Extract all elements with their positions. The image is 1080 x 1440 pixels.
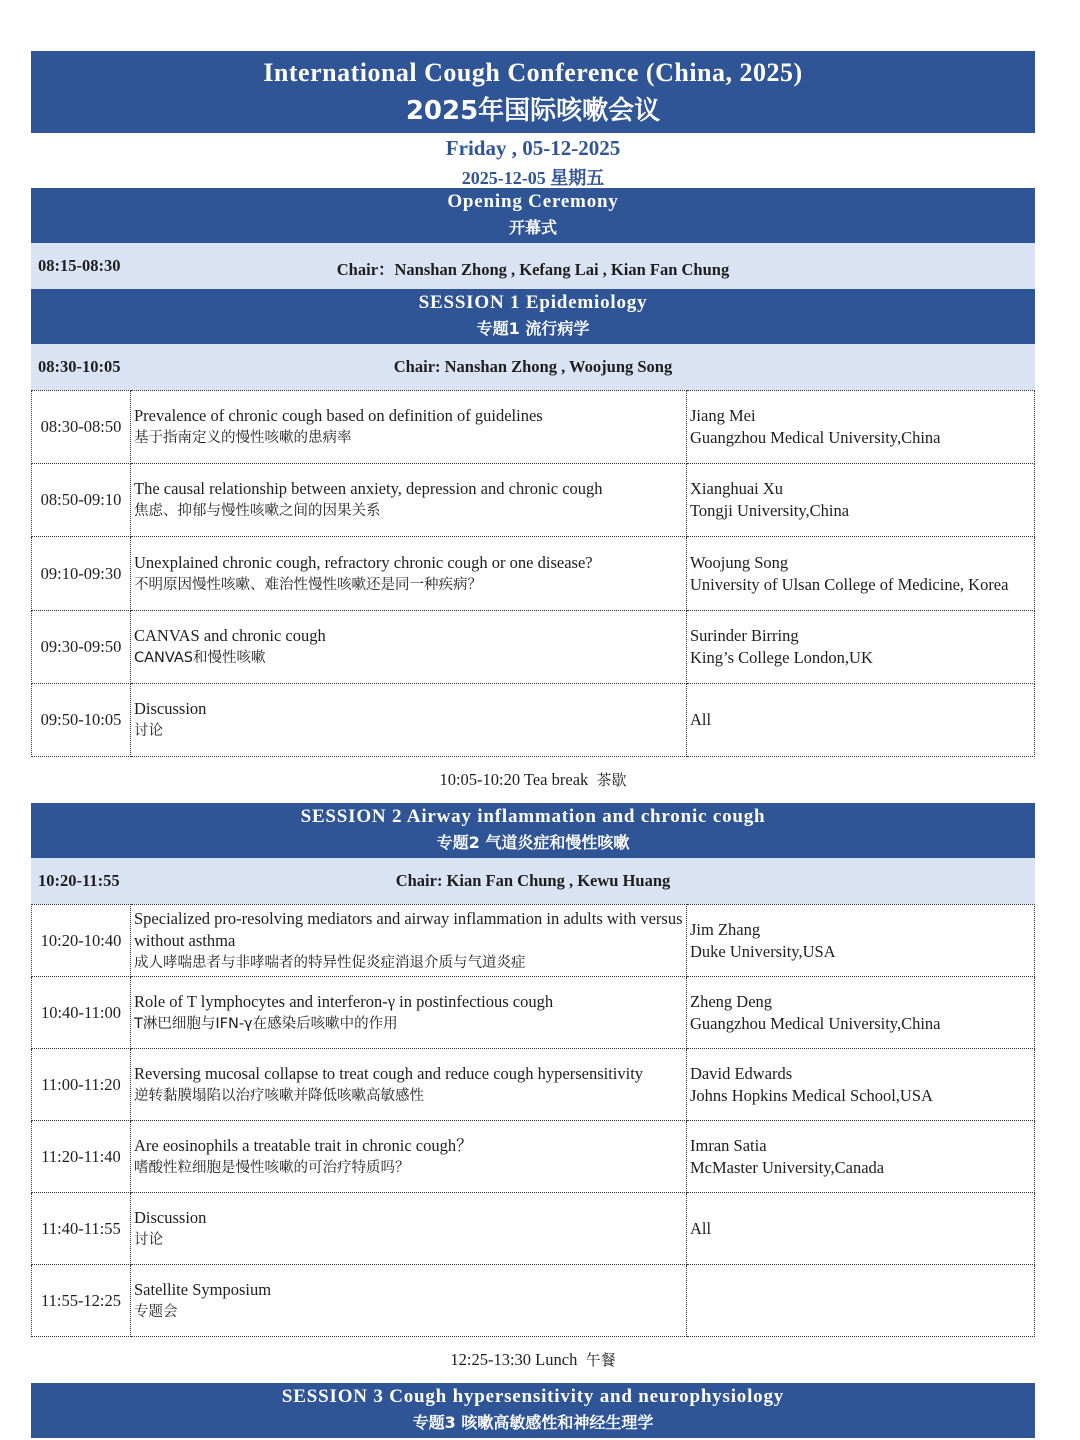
topic-en: Reversing mucosal collapse to treat cough and reduce cough hypersensitivity (134, 1063, 644, 1083)
session2-title-cn: 专题2 气道炎症和慢性咳嗽 (436, 833, 630, 852)
talk-topic (131, 1121, 687, 1193)
talk-time: 08:50-09:10 (32, 464, 131, 537)
topic-en: Role of T lymphocytes and interferon-γ in postinfectious cough (134, 991, 554, 1011)
talk-speaker (687, 1265, 1035, 1337)
session2-time: 10:20-11:55 (38, 871, 120, 890)
talk-topic (131, 1193, 687, 1265)
table-row (32, 1121, 1035, 1193)
topic-cn: 基于指南定义的慢性咳嗽的患病率 (134, 430, 352, 446)
talk-time: 11:55-12:25 (32, 1265, 131, 1337)
talk-speaker (687, 537, 1035, 611)
session1-table (31, 390, 1035, 757)
topic-cn: 成人哮喘患者与非哮喘者的特异性促炎症消退介质与气道炎症 (134, 954, 526, 971)
table-row (32, 464, 1035, 537)
date-en: Friday , 05-12-2025 (445, 136, 621, 160)
talk-topic (131, 1265, 687, 1337)
talk-speaker (687, 1121, 1035, 1193)
table-row (32, 537, 1035, 611)
table-row (32, 1265, 1035, 1337)
topic-cn: 讨论 (134, 1231, 163, 1248)
topic-cn: 焦虑、抑郁与慢性咳嗽之间的因果关系 (134, 503, 381, 519)
topic-cn: 嗜酸性粒细胞是慢性咳嗽的可治疗特质吗？ (134, 1159, 410, 1176)
topic-en: Discussion (134, 699, 207, 718)
tea-break-text: 10:05-10:20 Tea break (439, 770, 589, 789)
speaker-affiliation: Tongji University,China (690, 501, 850, 520)
topic-en: Unexplained chronic cough, refractory chronic cough or one disease? (134, 552, 593, 572)
speaker-affiliation: McMaster University,Canada (690, 1157, 885, 1177)
session1-banner (31, 289, 1035, 344)
lunch-break-cn: 午餐 (585, 1351, 616, 1369)
topic-cn: 专题会 (134, 1303, 178, 1320)
table-row (32, 977, 1035, 1049)
topic-en: CANVAS and chronic cough (134, 626, 326, 645)
session1-title-cn: 专题1 流行病学 (476, 319, 590, 338)
lunch-break-text: 12:25-13:30 Lunch (450, 1350, 578, 1369)
topic-en: Are eosinophils a treatable trait in chronic cough？ (134, 1135, 473, 1155)
tea-break (31, 757, 1035, 803)
talk-topic (131, 391, 687, 464)
opening-ceremony-banner (31, 188, 1035, 243)
speaker-affiliation: Guangzhou Medical University,China (690, 1013, 941, 1033)
conference-title-cn: 2025年国际咳嗽会议 (405, 96, 661, 126)
talk-speaker (687, 905, 1035, 977)
talk-time: 11:20-11:40 (32, 1121, 131, 1193)
table-row (32, 1193, 1035, 1265)
speaker-name: Xianghuai Xu (690, 479, 784, 498)
table-row (32, 684, 1035, 757)
talk-time: 08:30-08:50 (32, 391, 131, 464)
talk-speaker (687, 464, 1035, 537)
session1-chair: Chair: Nanshan Zhong , Woojung Song (393, 357, 673, 376)
speaker-name: Jiang Mei (690, 406, 756, 425)
speaker-name: Surinder Birring (690, 626, 799, 645)
speaker-name: David Edwards (690, 1063, 793, 1083)
lunch-break (31, 1337, 1035, 1383)
session1-title-en: SESSION 1 Epidemiology (418, 292, 648, 313)
topic-cn: 不明原因慢性咳嗽、难治性慢性咳嗽还是同一种疾病？ (134, 576, 482, 593)
talk-topic (131, 1049, 687, 1121)
topic-cn: 逆转黏膜塌陷以治疗咳嗽并降低咳嗽高敏感性 (134, 1087, 424, 1104)
conference-title-en: International Cough Conference (China, 2025) (263, 58, 803, 87)
speaker-affiliation: Johns Hopkins Medical School,USA (690, 1085, 933, 1105)
conference-title-banner (31, 51, 1035, 133)
talk-speaker (687, 1049, 1035, 1121)
table-row (32, 905, 1035, 977)
talk-topic (131, 537, 687, 611)
talk-speaker (687, 611, 1035, 684)
opening-chair: Chair：Nanshan Zhong , Kefang Lai , Kian Fan Chung (336, 260, 730, 279)
table-row (32, 1049, 1035, 1121)
session2-chair-row (31, 858, 1035, 904)
date-cn: 2025-12-05 星期五 (461, 168, 605, 188)
topic-en: Satellite Symposium (134, 1279, 272, 1299)
topic-en: Discussion (134, 1207, 207, 1227)
topic-en: Specialized pro-resolving mediators and airway inflammation in adults with versus without asthma (134, 908, 683, 950)
date-heading (31, 133, 1035, 188)
topic-cn: 讨论 (134, 723, 163, 739)
session3-banner (31, 1383, 1035, 1438)
talk-speaker (687, 391, 1035, 464)
opening-title-en: Opening Ceremony (447, 191, 619, 212)
talk-topic (131, 905, 687, 977)
speaker-name: All (690, 1218, 712, 1238)
speaker-name: Imran Satia (690, 1135, 767, 1155)
speaker-affiliation: University of Ulsan College of Medicine, Korea (690, 574, 1009, 594)
session3-title-en: SESSION 3 Cough hypersensitivity and neurophysiology (281, 1386, 785, 1407)
session2-table (31, 904, 1035, 1337)
talk-time: 09:10-09:30 (32, 537, 131, 611)
talk-topic (131, 611, 687, 684)
speaker-name: All (690, 710, 712, 729)
session2-chair: Chair: Kian Fan Chung , Kewu Huang (395, 871, 671, 890)
talk-time: 09:30-09:50 (32, 611, 131, 684)
opening-title-cn: 开幕式 (508, 218, 557, 237)
talk-topic (131, 464, 687, 537)
speaker-name: Jim Zhang (690, 919, 761, 939)
speaker-affiliation: Duke University,USA (690, 941, 836, 961)
session1-chair-row (31, 344, 1035, 390)
tea-break-cn: 茶歇 (596, 771, 627, 789)
speaker-affiliation: King’s College London,UK (690, 648, 873, 667)
session1-time: 08:30-10:05 (38, 357, 121, 376)
session3-title-cn: 专题3 咳嗽高敏感性和神经生理学 (412, 1413, 654, 1432)
talk-time: 10:20-10:40 (32, 905, 131, 977)
talk-time: 11:00-11:20 (32, 1049, 131, 1121)
table-row (32, 391, 1035, 464)
table-row (32, 611, 1035, 684)
topic-cn: CANVAS和慢性咳嗽 (134, 650, 266, 666)
talk-topic (131, 977, 687, 1049)
conference-schedule-page (31, 51, 1035, 1438)
session2-title-en: SESSION 2 Airway inflammation and chronic cough (300, 806, 766, 827)
talk-speaker (687, 1193, 1035, 1265)
talk-time: 10:40-11:00 (32, 977, 131, 1049)
talk-speaker (687, 977, 1035, 1049)
topic-en: The causal relationship between anxiety, depression and chronic cough (134, 479, 603, 498)
topic-cn: T淋巴细胞与IFN-γ在感染后咳嗽中的作用 (134, 1015, 398, 1032)
session2-banner (31, 803, 1035, 858)
speaker-name: Woojung Song (690, 552, 789, 572)
opening-time: 08:15-08:30 (38, 256, 121, 275)
speaker-affiliation: Guangzhou Medical University,China (690, 428, 941, 447)
speaker-name: Zheng Deng (690, 991, 773, 1011)
talk-topic (131, 684, 687, 757)
talk-time: 11:40-11:55 (32, 1193, 131, 1265)
opening-chair-row (31, 243, 1035, 289)
talk-time: 09:50-10:05 (32, 684, 131, 757)
topic-en: Prevalence of chronic cough based on definition of guidelines (134, 406, 543, 425)
talk-speaker (687, 684, 1035, 757)
